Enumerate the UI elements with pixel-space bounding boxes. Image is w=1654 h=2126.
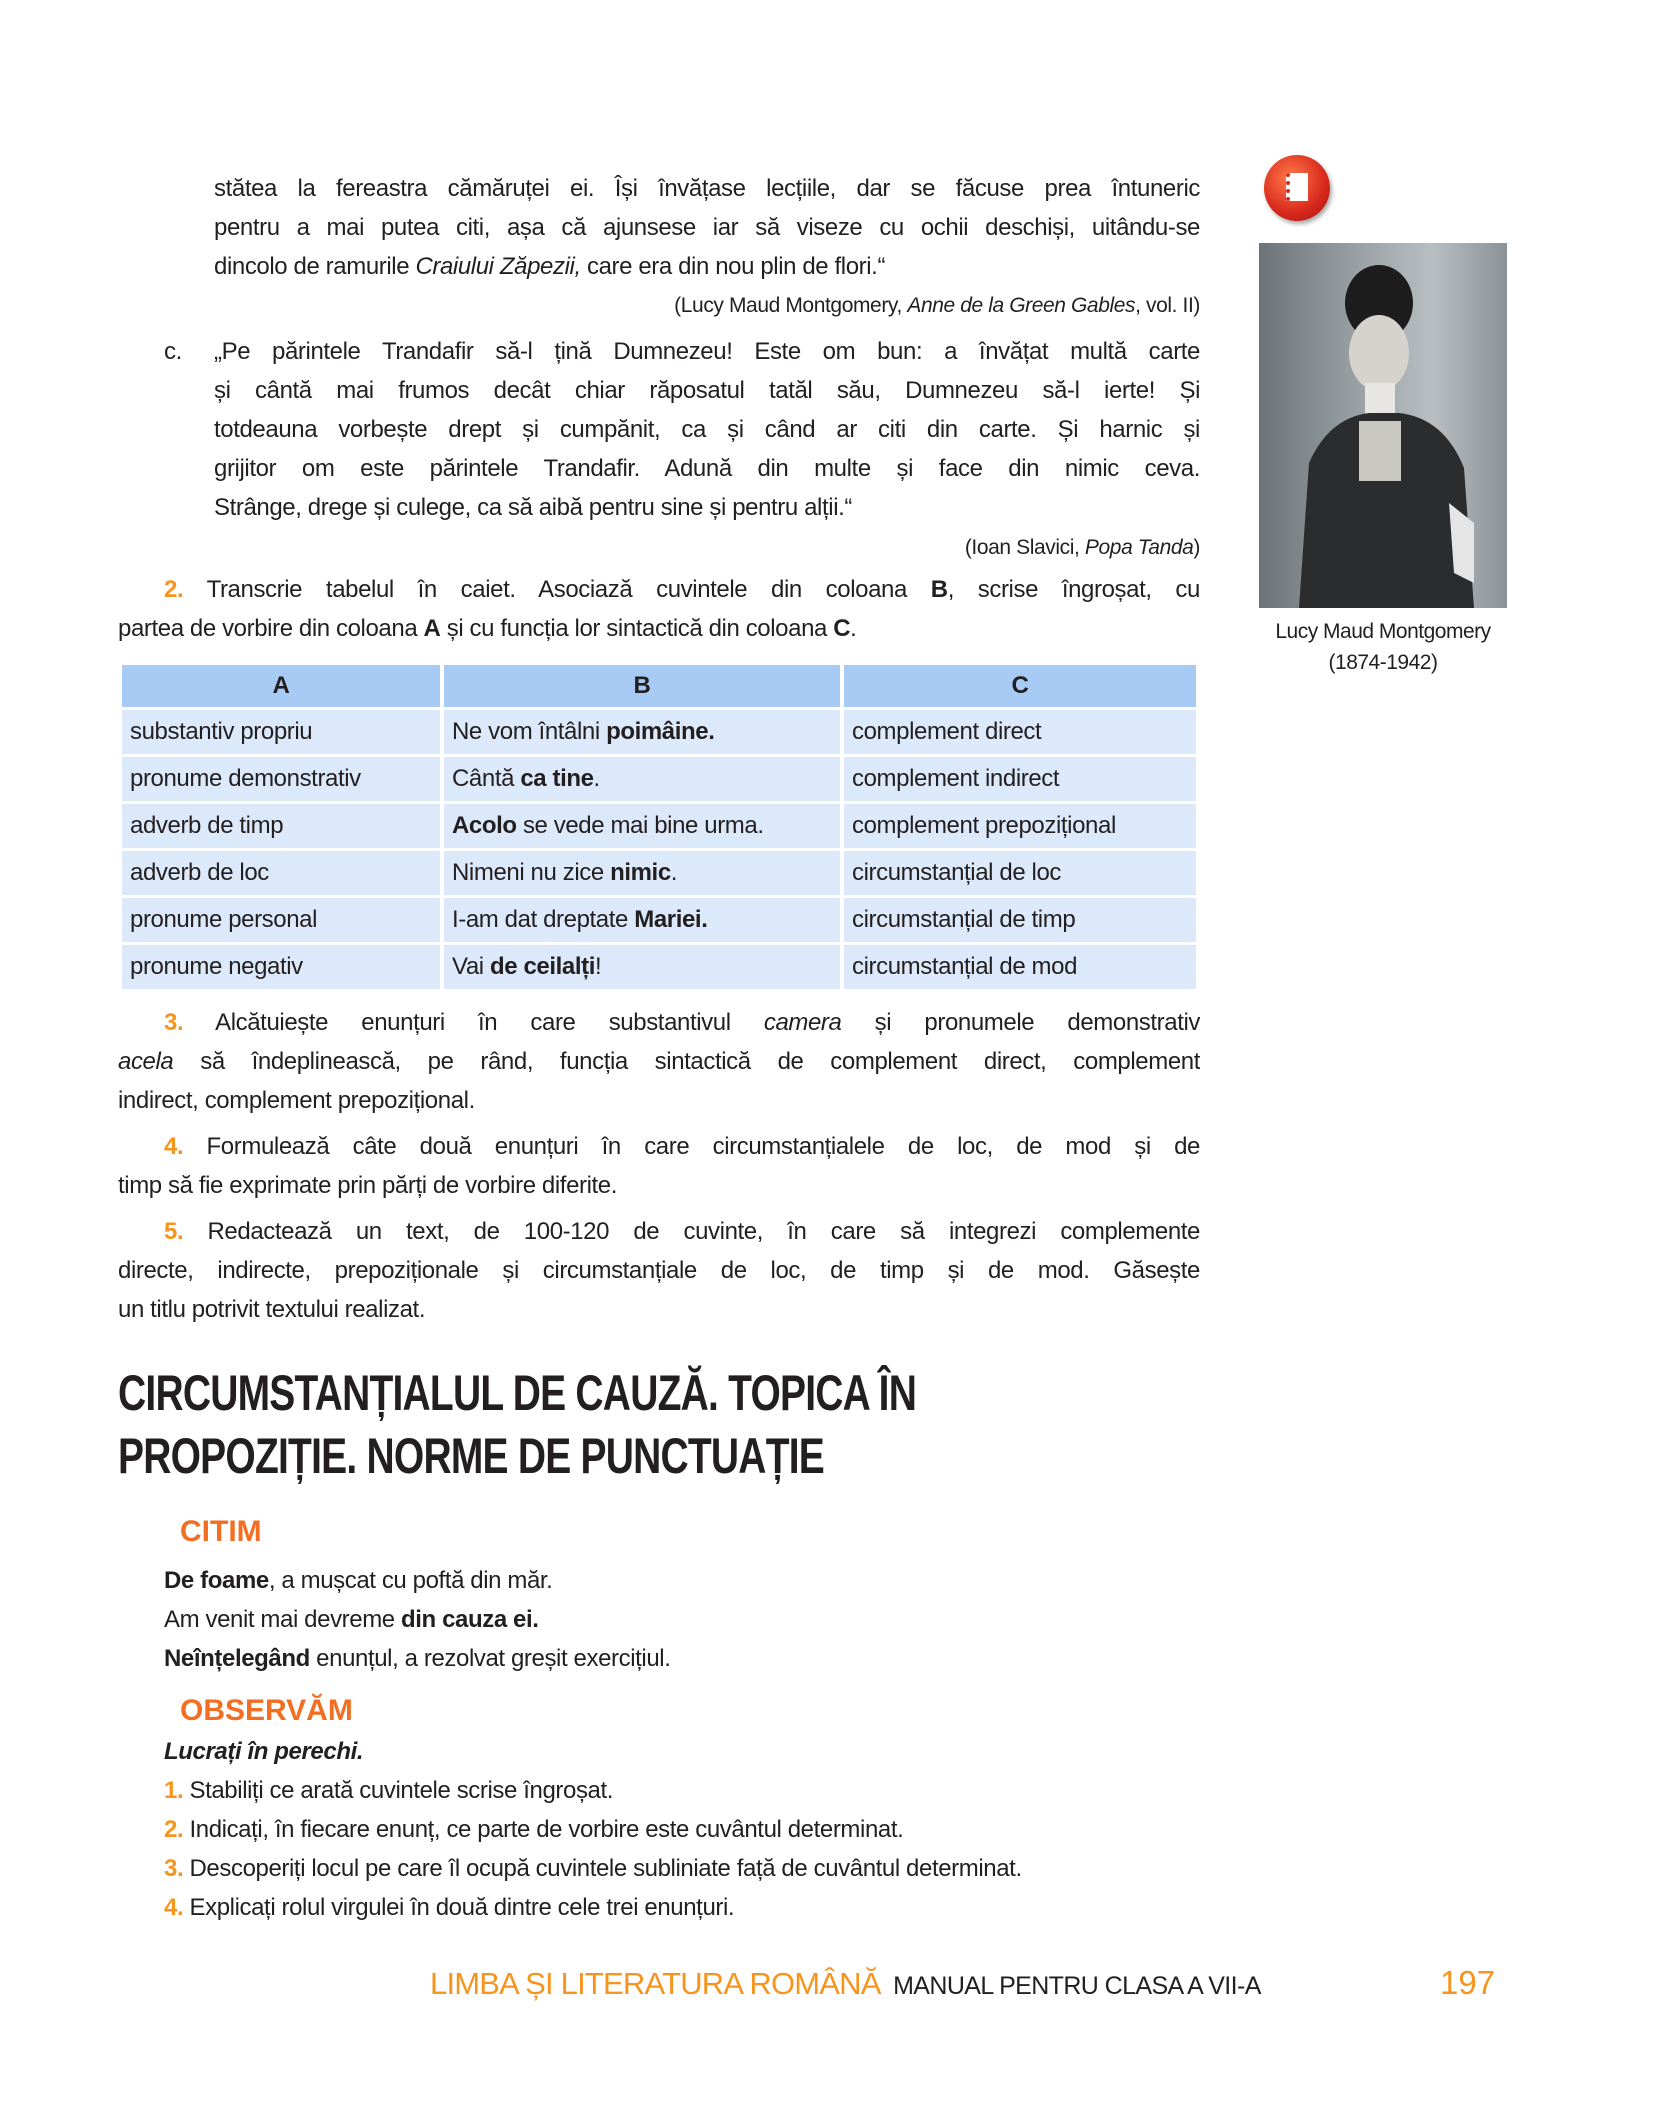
cell-part-of-speech: adverb de timp	[122, 804, 440, 848]
cell-syntactic-function: circumstanțial de timp	[844, 898, 1196, 942]
text-line	[164, 1737, 363, 1767]
text-segment: din cauza ei.	[401, 1606, 539, 1633]
text-segment: nimic	[610, 859, 671, 886]
text-line	[214, 454, 1200, 484]
text-segment: Strânge, drege și culege, ca să aibă pentru sine și pentru alții.“	[214, 494, 852, 521]
section-heading-observam: OBSERVĂM	[180, 1694, 353, 1727]
text-segment: camera	[763, 1009, 842, 1036]
footer-manual: MANUAL PENTRU CLASA A VII-A	[893, 1972, 1261, 2000]
matching-table	[118, 662, 1200, 992]
text-segment: de ceilalți	[489, 953, 595, 980]
exercise-number: 4.	[164, 1133, 184, 1160]
cell-part-of-speech: adverb de loc	[122, 851, 440, 895]
text-segment: , scrise îngroșat, cu	[947, 576, 1200, 603]
text-line	[214, 415, 1200, 445]
cell-example	[444, 851, 840, 895]
text-segment: „Pe părintele Trandafir să-l țină Dumnezeu! Este om bun: a învățat multă carte	[214, 338, 1200, 365]
cell-part-of-speech: pronume demonstrativ	[122, 757, 440, 801]
table-row	[122, 851, 1196, 895]
text-segment: indirect, complement prepozițional.	[118, 1087, 475, 1114]
text-segment: A	[423, 615, 441, 642]
page-number: 197	[1440, 1964, 1496, 2001]
text-line	[118, 1171, 617, 1201]
text-line	[164, 575, 1200, 605]
text-segment: dincolo de ramurile	[214, 253, 416, 280]
text-segment: Ne vom întâlni	[452, 718, 607, 745]
text-line	[164, 1008, 1200, 1038]
column-header-b: B	[444, 665, 840, 707]
quote-source	[214, 533, 1200, 563]
text-segment: Explicați rolul virgulei în două dintre cele trei enunțuri.	[183, 1894, 735, 1921]
text-segment: Descoperiți locul pe care îl ocupă cuvintele subliniate față de cuvântul determinat.	[183, 1855, 1022, 1882]
cell-part-of-speech: pronume negativ	[122, 945, 440, 989]
text-segment: Formulează câte două enunțuri în care circumstanțialele de loc, de mod și de	[183, 1133, 1200, 1160]
lesson-title-line-1: CIRCUMSTANȚIALUL DE CAUZĂ. TOPICA ÎN	[118, 1365, 917, 1421]
text-segment: I-am dat dreptate	[452, 906, 635, 933]
cell-syntactic-function: complement indirect	[844, 757, 1196, 801]
text-segment: !	[594, 953, 602, 980]
text-segment: Alcătuiește enunțuri în care substantivul	[183, 1009, 764, 1036]
text-line	[164, 1854, 1022, 1884]
text-segment: Indicați, în fiecare enunț, ce parte de vorbire este cuvântul determinat.	[183, 1816, 904, 1843]
quote-source	[214, 291, 1200, 321]
text-segment: ca tine	[520, 765, 594, 792]
text-segment: Acolo	[452, 812, 517, 839]
text-segment: grijitor om este părintele Trandafir. Adună din multe și face din nimic ceva.	[214, 455, 1200, 482]
text-segment: stătea la fereastra cămăruței ei. Își învățase lecțiile, dar se făcuse prea întuneric	[214, 175, 1200, 202]
text-line	[118, 1295, 425, 1325]
cell-example	[444, 945, 840, 989]
cell-syntactic-function: complement direct	[844, 710, 1196, 754]
text-line	[164, 1566, 552, 1596]
text-segment: Am venit mai devreme	[164, 1606, 402, 1633]
text-segment: și cântă mai frumos decât chiar răposatul tatăl său, Dumnezeu să-l ierte! Și	[214, 377, 1200, 404]
exercise-number: 2.	[164, 1816, 184, 1843]
text-segment: De foame	[164, 1567, 269, 1594]
exercise-number: 2.	[164, 576, 184, 603]
text-segment: directe, indirecte, prepoziționale și circumstanțiale de loc, de timp și de mod. Găsește	[118, 1257, 1200, 1284]
text-segment: Vai	[452, 953, 490, 980]
cell-example	[444, 710, 840, 754]
cell-syntactic-function: complement prepozițional	[844, 804, 1196, 848]
text-line	[214, 337, 1200, 367]
text-line	[214, 376, 1200, 406]
text-segment: acela	[118, 1048, 174, 1075]
exercise-number: 4.	[164, 1894, 184, 1921]
text-line	[164, 1217, 1200, 1247]
cell-syntactic-function: circumstanțial de mod	[844, 945, 1196, 989]
text-line	[164, 1644, 671, 1674]
text-line	[118, 614, 856, 644]
text-segment: Redactează un text, de 100-120 de cuvinte, în care să integrezi complemente	[183, 1218, 1200, 1245]
text-segment: (Lucy Maud Montgomery,	[674, 294, 908, 317]
text-segment: B	[930, 576, 948, 603]
text-line	[118, 1086, 475, 1116]
text-line	[164, 1815, 903, 1845]
table-row	[122, 898, 1196, 942]
text-segment: partea de vorbire din coloana	[118, 615, 424, 642]
text-line	[164, 1893, 734, 1923]
text-segment: Transcrie tabelul în caiet. Asociază cuvintele din coloana	[183, 576, 931, 603]
portrait-caption	[1250, 616, 1516, 678]
text-segment: .	[670, 859, 678, 886]
text-line	[164, 1132, 1200, 1162]
text-segment: .	[593, 765, 600, 792]
text-line	[164, 1605, 539, 1635]
lesson-title-line-2: PROPOZIȚIE. NORME DE PUNCTUAȚIE	[118, 1428, 825, 1484]
cell-example	[444, 804, 840, 848]
text-segment: , vol. II)	[1135, 294, 1200, 317]
text-segment: .	[850, 615, 857, 642]
text-line	[164, 1776, 613, 1806]
column-header-c: C	[844, 665, 1196, 707]
text-segment: se vede mai bine urma.	[516, 812, 764, 839]
cell-part-of-speech: pronume personal	[122, 898, 440, 942]
notebook-glyph	[1286, 173, 1308, 201]
text-segment: Neînțelegând	[164, 1645, 310, 1672]
text-line	[214, 174, 1200, 204]
caption-years: (1874-1942)	[1328, 651, 1438, 674]
table-row	[122, 804, 1196, 848]
portrait-photo	[1259, 243, 1507, 608]
text-line	[214, 493, 852, 523]
text-segment: Popa Tanda	[1084, 536, 1194, 559]
text-segment: Mariei.	[634, 906, 708, 933]
cell-example	[444, 757, 840, 801]
footer	[430, 1966, 1261, 2002]
text-line	[118, 1047, 1200, 1077]
text-segment: )	[1193, 536, 1200, 559]
text-segment: , a mușcat cu poftă din măr.	[268, 1567, 553, 1594]
text-line	[118, 1256, 1200, 1286]
text-segment: Craiului Zăpezii,	[415, 253, 581, 280]
quote-marker: c.	[164, 338, 182, 365]
text-segment: și pronumele demonstrativ	[841, 1009, 1200, 1036]
table-row	[122, 945, 1196, 989]
cell-example	[444, 898, 840, 942]
text-segment: care era din nou plin de flori.“	[580, 253, 886, 280]
section-heading-citim: CITIM	[180, 1515, 262, 1548]
text-line	[214, 252, 885, 282]
text-segment: poimâine.	[606, 718, 715, 745]
column-header-a: A	[122, 665, 440, 707]
text-segment: Cântă	[452, 765, 521, 792]
text-segment: totdeauna vorbește drept și cumpănit, ca și când ar citi din carte. Și harnic și	[214, 416, 1200, 443]
text-segment: Nimeni nu zice	[452, 859, 611, 886]
text-segment: C	[833, 615, 851, 642]
table-row	[122, 757, 1196, 801]
footer-subject: LIMBA ȘI LITERATURA ROMÂNĂ	[430, 1966, 881, 2001]
text-line	[214, 213, 1200, 243]
audio-icon[interactable]	[1264, 155, 1330, 221]
text-segment: (Ioan Slavici,	[964, 536, 1085, 559]
exercise-number: 3.	[164, 1009, 184, 1036]
text-segment: Anne de la Green Gables	[907, 294, 1136, 317]
text-segment: și cu funcția lor sintactică din coloana	[440, 615, 834, 642]
exercise-number: 5.	[164, 1218, 184, 1245]
text-segment: Stabiliți ce arată cuvintele scrise îngroșat.	[183, 1777, 614, 1804]
text-segment: un titlu potrivit textului realizat.	[118, 1296, 426, 1323]
cell-syntactic-function: circumstanțial de loc	[844, 851, 1196, 895]
text-segment: Lucrați în perechi.	[164, 1738, 364, 1765]
cell-part-of-speech: substantiv propriu	[122, 710, 440, 754]
text-segment: enunțul, a rezolvat greșit exercițiul.	[309, 1645, 671, 1672]
woman-portrait-icon	[1259, 243, 1507, 608]
exercise-number: 3.	[164, 1855, 184, 1882]
exercise-number: 1.	[164, 1777, 184, 1804]
text-segment: să îndeplinească, pe rând, funcția sintactică de complement direct, complement	[173, 1048, 1200, 1075]
caption-name: Lucy Maud Montgomery	[1275, 620, 1491, 643]
text-segment: timp să fie exprimate prin părți de vorbire diferite.	[118, 1172, 618, 1199]
text-segment: pentru a mai putea citi, așa că ajunsese iar să viseze cu ochii deschiși, uitându-se	[214, 214, 1200, 241]
table-row	[122, 710, 1196, 754]
